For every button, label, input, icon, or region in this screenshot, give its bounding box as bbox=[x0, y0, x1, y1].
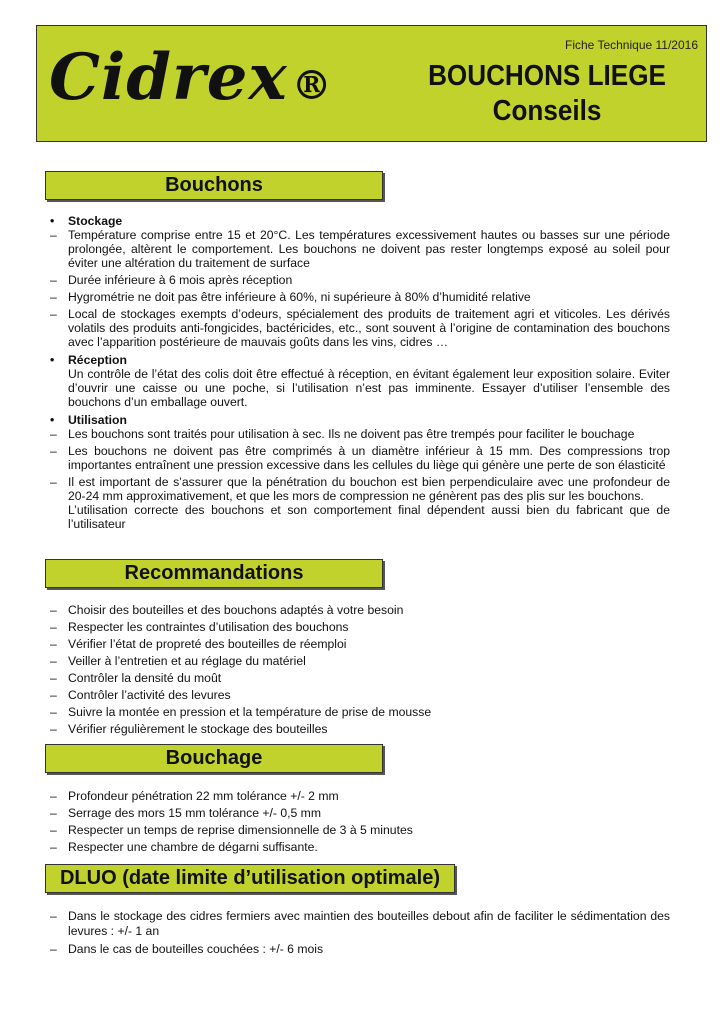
list-item: – Veiller à l’entretien et au réglage du matériel bbox=[50, 654, 306, 668]
bouchons-content bbox=[50, 214, 670, 531]
section-heading-recommandations: Recommandations bbox=[45, 559, 383, 588]
list-item: – Vérifier l’état de propreté des bouteilles de réemploi bbox=[50, 637, 347, 651]
document-title: BOUCHONS LIEGE bbox=[428, 60, 666, 92]
list-item: – Contrôler l’activité des levures bbox=[50, 688, 231, 702]
section-heading-dluo: DLUO (date limite d’utilisation optimale) bbox=[45, 864, 455, 893]
list-item: – Vérifier régulièrement le stockage des bouteilles bbox=[50, 722, 328, 736]
header-banner bbox=[36, 25, 707, 142]
recommandations-list bbox=[50, 602, 670, 738]
list-item: – Les bouchons ne doivent pas être comprimés à un diamètre inférieur à 15 mm. Des compressions trop importantes entraînent une pression excessive dans les cellules du liège qui génère une perte de son élasticité bbox=[50, 444, 670, 472]
list-item: – Contrôler la densité du moût bbox=[50, 671, 222, 685]
utilisation-note: L’utilisation correcte des bouchons et son comportement final dépendent aussi bien du fabricant que de l’utilisateur bbox=[68, 503, 670, 531]
subheading-reception: • Réception bbox=[50, 353, 127, 367]
bouchage-list bbox=[50, 788, 670, 856]
section-heading-bouchons: Bouchons bbox=[45, 171, 383, 200]
list-item: – Serrage des mors 15 mm tolérance +/- 0,5 mm bbox=[50, 806, 321, 820]
dluo-list bbox=[50, 909, 670, 957]
list-item: – Local de stockages exempts d’odeurs, spécialement des produits de traitement agri et viticoles. Les dérivés volatils des produits anti-fongicides, bactéricides, etc., sont souvent à l’origine de contamination des bouchons avec l’apparition postérieure de mauvais goûts dans les vins, cidres … bbox=[50, 307, 670, 349]
list-item: – Respecter une chambre de dégarni suffisante. bbox=[50, 840, 318, 854]
registered-mark: ® bbox=[291, 62, 333, 109]
subheading-stockage: • Stockage bbox=[50, 214, 123, 228]
list-item: – Suivre la montée en pression et la température de prise de mousse bbox=[50, 705, 432, 719]
document-subtitle: Conseils bbox=[492, 95, 602, 127]
cidrex-logo: Cidrex ® bbox=[49, 40, 333, 115]
list-item: – Dans le stockage des cidres fermiers avec maintien des bouteilles debout afin de faciliter le sédimentation des levures : +/- 1 an bbox=[50, 909, 670, 938]
list-item: – Respecter les contraintes d’utilisation des bouchons bbox=[50, 620, 349, 634]
list-item: – Il est important de s’assurer que la pénétration du bouchon est bien perpendiculaire avec une profondeur de 20-24 mm approximativement, et que les mors de compression ne génèrent pas des plis sur les bouchons. bbox=[50, 475, 670, 503]
reception-paragraph: Un contrôle de l’état des colis doit être effectué à réception, en évitant également leur exposition solaire. Eviter d’ouvrir une caisse ou une poche, si l’utilisation n’est pas imminente. Essayer d’utiliser l’ensemble des bouchons d’un emballage ouvert. bbox=[68, 367, 670, 409]
list-item: – Choisir des bouteilles et des bouchons adaptés à votre besoin bbox=[50, 603, 404, 617]
list-item: – Profondeur pénétration 22 mm tolérance +/- 2 mm bbox=[50, 789, 339, 803]
list-item: – Durée inférieure à 6 mois après réception bbox=[50, 273, 293, 287]
fiche-technique-label: Fiche Technique 11/2016 bbox=[565, 38, 698, 52]
list-item: – Température comprise entre 15 et 20°C. Les températures excessivement hautes ou basses sur une période prolongée, altèrent le comportement. Les bouchons ne doivent pas rester longtemps exposé au soleil pour éviter une altération du traitement de surface bbox=[50, 228, 670, 270]
subheading-utilisation: • Utilisation bbox=[50, 413, 127, 427]
list-item: – Hygrométrie ne doit pas être inférieure à 60%, ni supérieure à 80% d’humidité relative bbox=[50, 290, 531, 304]
list-item: – Les bouchons sont traités pour utilisation à sec. Ils ne doivent pas être trempés pour faciliter le bouchage bbox=[50, 427, 635, 441]
list-item: – Respecter un temps de reprise dimensionnelle de 3 à 5 minutes bbox=[50, 823, 413, 837]
section-heading-bouchage: Bouchage bbox=[45, 744, 383, 773]
list-item: – Dans le cas de bouteilles couchées : +/- 6 mois bbox=[50, 942, 324, 956]
